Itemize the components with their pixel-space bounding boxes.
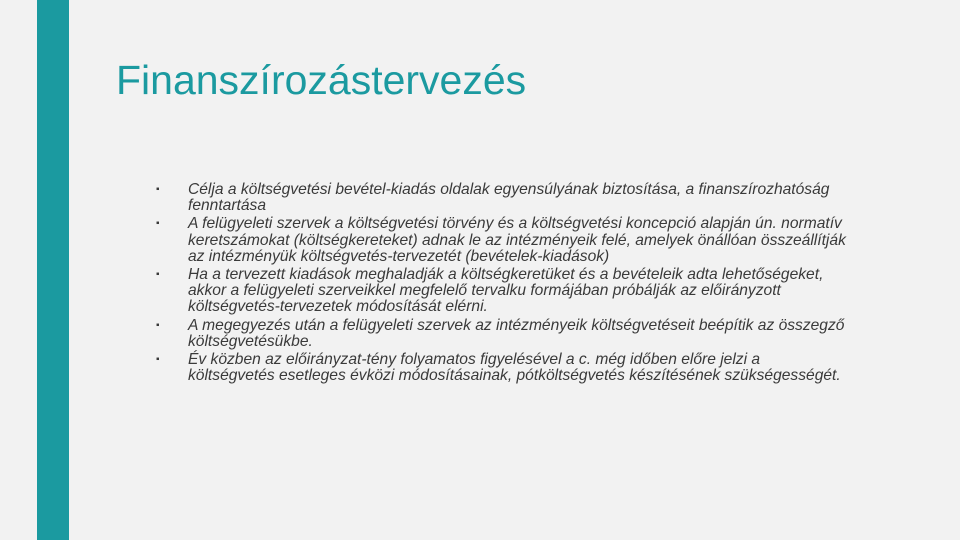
- square-bullet-icon: [156, 318, 160, 334]
- bullet-text: A megegyezés után a felügyeleti szervek az intézményeik költségvetéseit beépítik az összegző költségvetésükbe.: [188, 316, 845, 350]
- bullet-text: Ha a tervezett kiadások meghaladják a költségkeretüket és a bevételeik adta lehetőségeket, akkor a felügyeleti szerveikkel megfelelő tervalku formájában próbálják az előirányzott költségvetés-tervezetek módosítását elérni.: [188, 266, 824, 316]
- bullet-item: [156, 318, 846, 350]
- bullet-list: [156, 182, 846, 386]
- accent-bar: [37, 0, 69, 540]
- bullet-text: Év közben az előirányzat-tény folyamatos figyelésével a c. még időben előre jelzi a költségvetés esetleges évközi módosításainak, pótköltségvetés készítésének szükségességét.: [188, 351, 841, 385]
- bullet-text: A felügyeleti szervek a költségvetési törvény és a költségvetési koncepció alapján ún. normatív keretszámokat (költségkereteket) adnak le az intézményeik felé, amelyek önállóan összeállítják az intézményük költségvetés-tervezetét (bevételek-kiadások): [188, 215, 846, 265]
- square-bullet-icon: [156, 352, 160, 368]
- bullet-item: [156, 352, 846, 384]
- bullet-item: [156, 182, 846, 214]
- slide-title: Finanszírozástervezés: [116, 57, 527, 103]
- bullet-item: [156, 267, 846, 316]
- bullet-item: [156, 216, 846, 265]
- square-bullet-icon: [156, 267, 160, 283]
- bullet-text: Célja a költségvetési bevétel-kiadás oldalak egyensúlyának biztosítása, a finanszírozhatóság fenntartása: [188, 181, 830, 215]
- square-bullet-icon: [156, 182, 160, 198]
- square-bullet-icon: [156, 216, 160, 232]
